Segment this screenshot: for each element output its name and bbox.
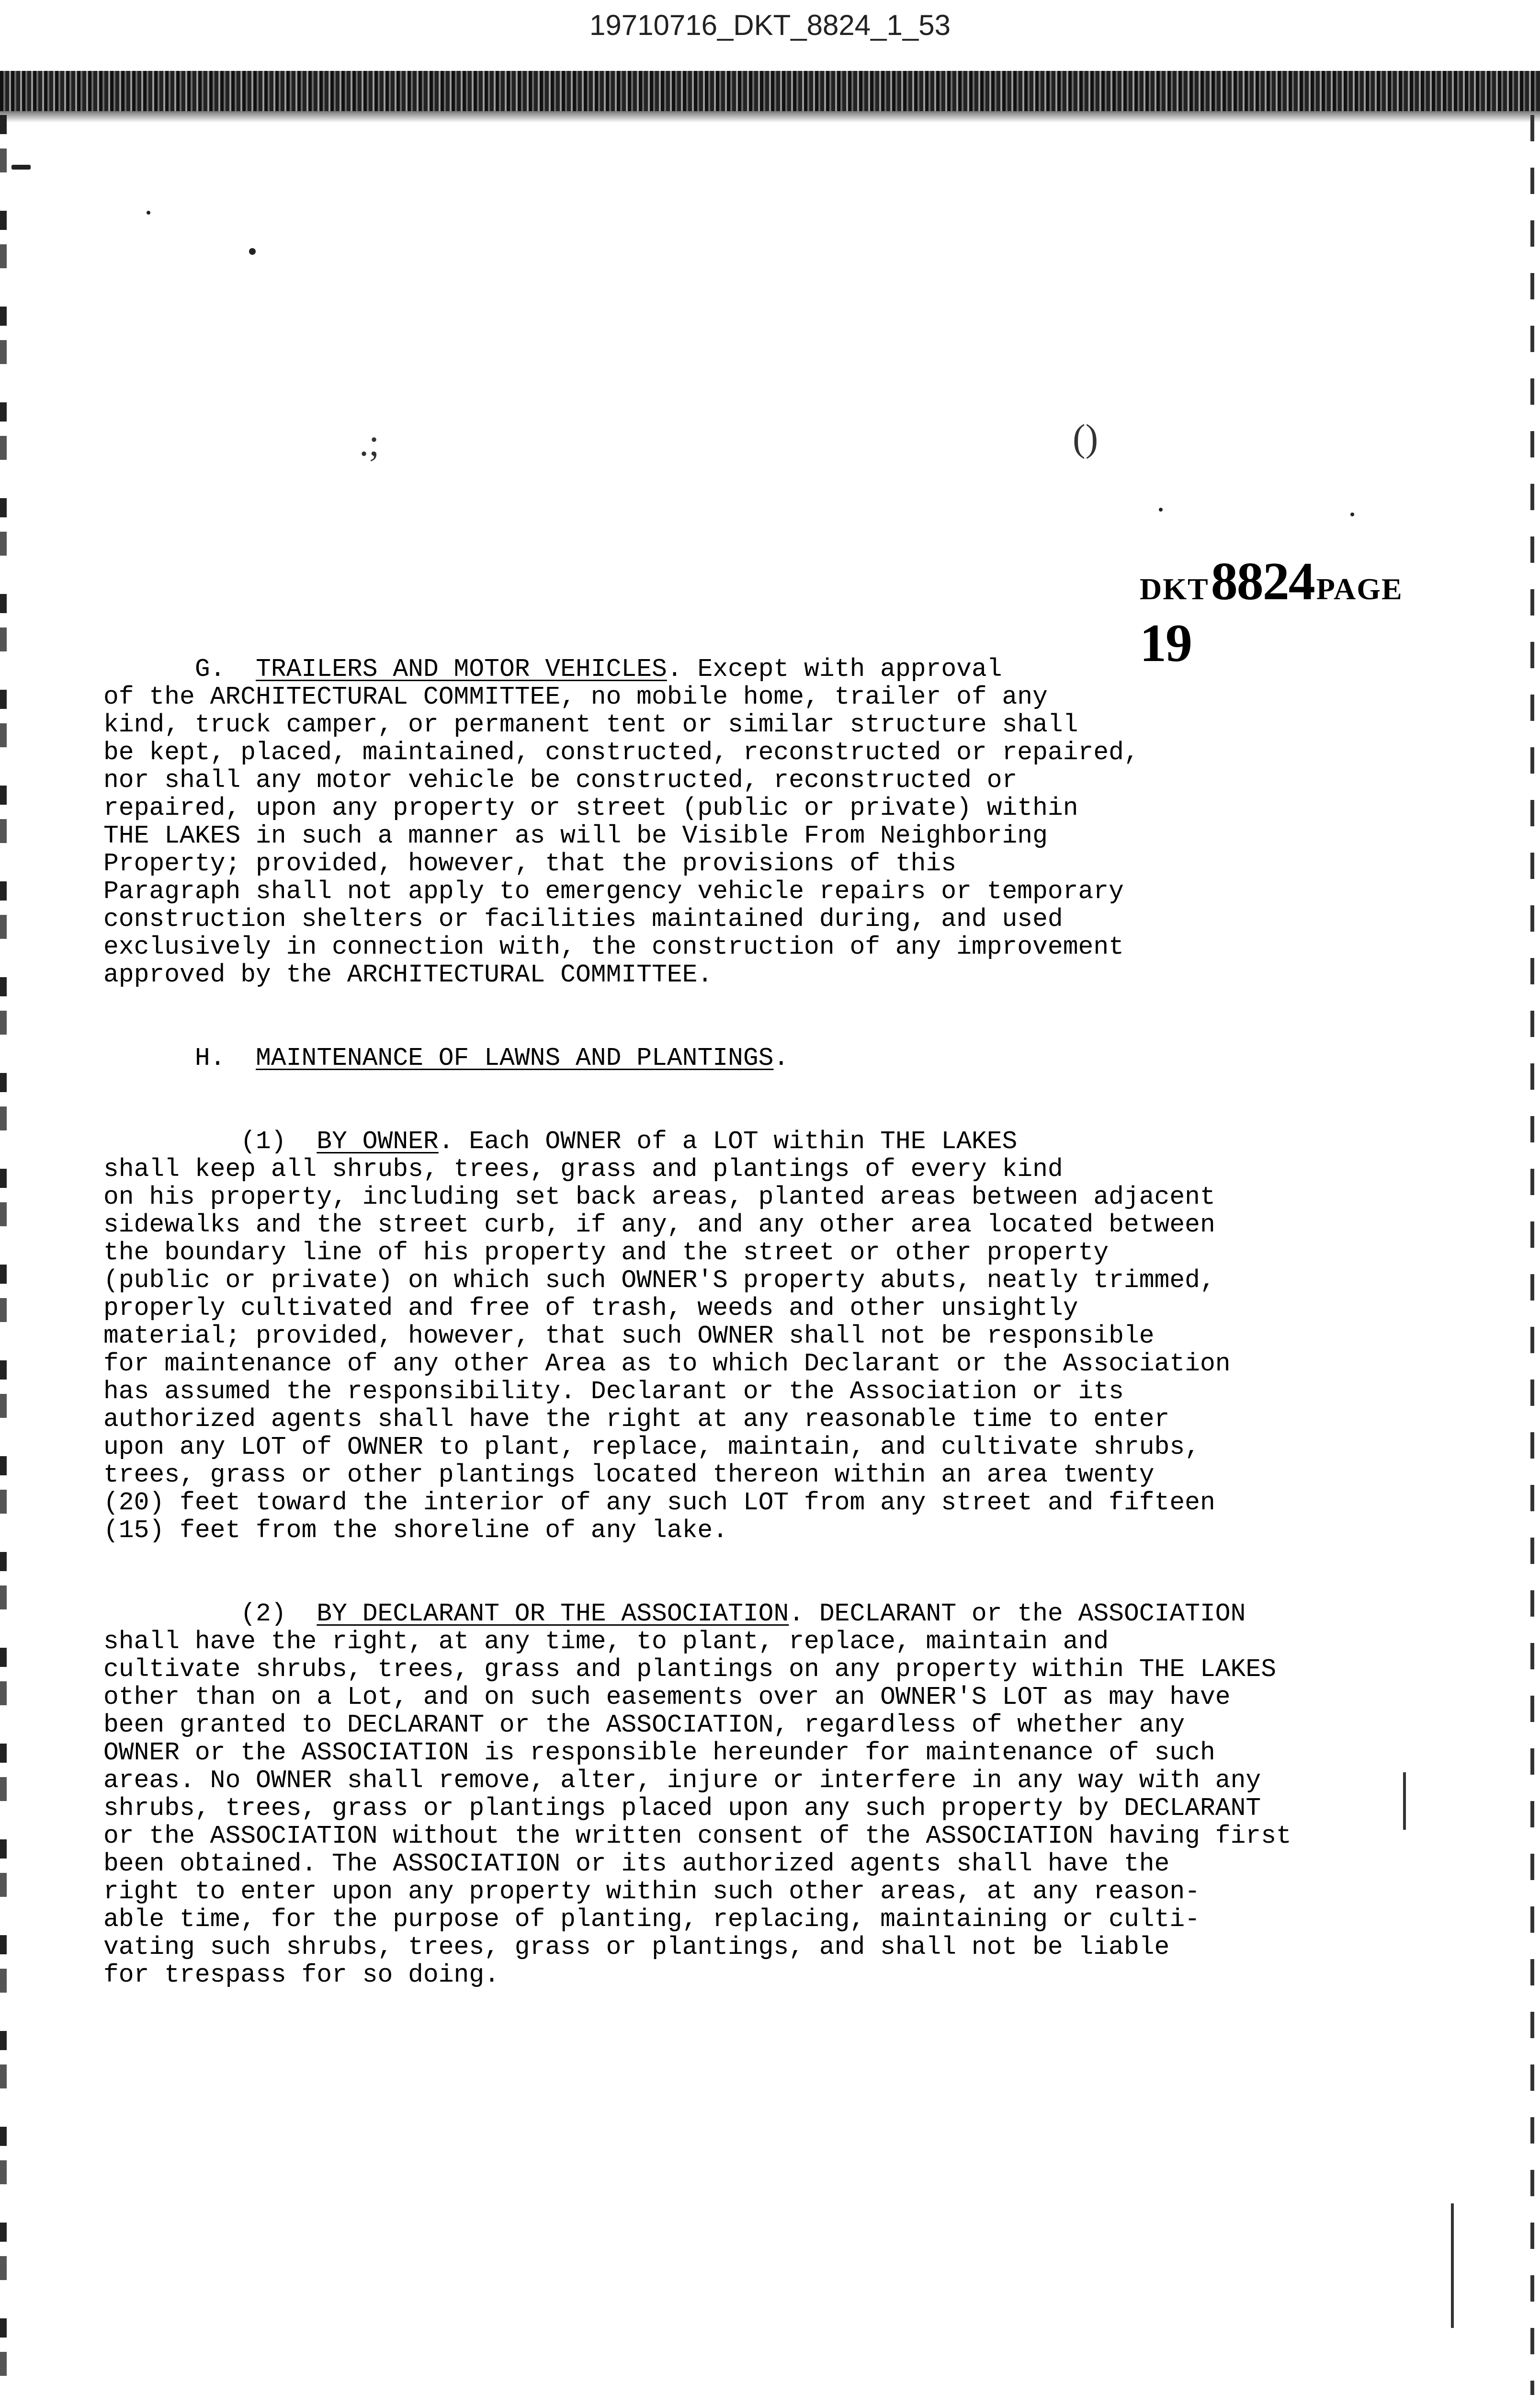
section-g	[103, 655, 1435, 989]
subsection-1-line: has assumed the responsibility. Declarant or the Association or its	[103, 1377, 1124, 1406]
section-g-line: be kept, placed, maintained, constructed, reconstructed or repaired,	[103, 738, 1139, 767]
subsection-1-line: material; provided, however, that such OWNER shall not be responsible	[103, 1322, 1155, 1350]
section-g-line: kind, truck camper, or permanent tent or similar structure shall	[103, 710, 1078, 739]
marginal-mark-left: .;	[359, 422, 380, 464]
scan-border-right	[1530, 115, 1534, 2395]
subsection-2-line: shrubs, trees, grass or plantings placed upon any such property by DECLARANT	[103, 1794, 1261, 1823]
subsection-2-line: able time, for the purpose of planting, replacing, maintaining or culti-	[103, 1905, 1200, 1934]
section-g-line: nor shall any motor vehicle be constructed, reconstructed or	[103, 766, 1018, 795]
subsection-1-line: for maintenance of any other Area as to which Declarant or the Association	[103, 1349, 1231, 1378]
subsection-1-line: properly cultivated and free of trash, weeds and other unsightly	[103, 1294, 1078, 1323]
subsection-2-heading: BY DECLARANT OR THE ASSOCIATION	[317, 1599, 789, 1628]
document-body	[103, 627, 1435, 2044]
section-g-line: THE LAKES in such a manner as will be Visible From Neighboring	[103, 821, 1048, 850]
subsection-2-line: or the ASSOCIATION without the written consent of the ASSOCIATION having first	[103, 1822, 1291, 1850]
subsection-2-line: other than on a Lot, and on such easements over an OWNER'S LOT as may have	[103, 1683, 1231, 1711]
speck	[249, 248, 256, 255]
section-h-letter: H.	[194, 1044, 226, 1072]
subsection-2	[103, 1600, 1435, 1989]
subsection-2-line: areas. No OWNER shall remove, alter, injure or interfere in any way with any	[103, 1766, 1261, 1795]
section-h-period: .	[773, 1044, 789, 1072]
page-label: PAGE	[1316, 572, 1403, 606]
section-h-heading-line	[103, 1044, 1435, 1072]
section-g-line: of the ARCHITECTURAL COMMITTEE, no mobile home, trailer of any	[103, 683, 1048, 711]
subsection-1-line: on his property, including set back areas, planted areas between adjacent	[103, 1183, 1215, 1211]
speck	[147, 211, 150, 215]
section-g-line: approved by the ARCHITECTURAL COMMITTEE.	[103, 960, 713, 989]
page-number-stamp: 19	[1140, 614, 1191, 673]
dkt-label: DKT	[1140, 572, 1209, 606]
side-mark	[1451, 2203, 1454, 2328]
subsection-1-line: (15) feet from the shoreline of any lake.	[103, 1516, 728, 1545]
speck	[1159, 508, 1163, 512]
subsection-2-line: right to enter upon any property within such other areas, at any reason-	[103, 1877, 1200, 1906]
file-header: 19710716_DKT_8824_1_53	[589, 9, 951, 41]
section-g-line: construction shelters or facilities maintained during, and used	[103, 905, 1063, 934]
subsection-1-line: (public or private) on which such OWNER'S property abuts, neatly trimmed,	[103, 1266, 1215, 1295]
section-g-line: Property; provided, however, that the provisions of this	[103, 849, 957, 878]
subsection-2-line: OWNER or the ASSOCIATION is responsible hereunder for maintenance of such	[103, 1738, 1215, 1767]
subsection-2-line: been granted to DECLARANT or the ASSOCIATION, regardless of whether any	[103, 1711, 1185, 1739]
scan-border-left	[0, 115, 7, 2395]
dkt-number: 8824	[1211, 552, 1314, 611]
section-g-line: repaired, upon any property or street (public or private) within	[103, 794, 1078, 822]
subsection-1-heading: BY OWNER	[317, 1127, 439, 1156]
subsection-1-number: (1)	[240, 1127, 286, 1156]
speck	[11, 165, 31, 170]
section-g-letter: G.	[194, 655, 226, 684]
subsection-1	[103, 1128, 1435, 1544]
subsection-2-line: vating such shrubs, trees, grass or plantings, and shall not be liable	[103, 1933, 1170, 1962]
speck	[1350, 513, 1354, 516]
subsection-1-line: the boundary line of his property and the street or other property	[103, 1238, 1109, 1267]
marginal-mark-right: ()	[1073, 417, 1098, 459]
section-g-lead: . Except with approval	[667, 655, 1002, 684]
subsection-1-line: (20) feet toward the interior of any such LOT from any street and fifteen	[103, 1488, 1215, 1517]
subsection-1-line: authorized agents shall have the right at any reasonable time to enter	[103, 1405, 1170, 1434]
subsection-2-line: for trespass for so doing.	[103, 1961, 499, 1989]
section-g-line: exclusively in connection with, the construction of any improvement	[103, 933, 1124, 961]
section-h-heading: MAINTENANCE OF LAWNS AND PLANTINGS	[256, 1044, 774, 1072]
subsection-2-lead: . DECLARANT or the ASSOCIATION	[789, 1599, 1246, 1628]
subsection-2-number: (2)	[240, 1599, 286, 1628]
subsection-1-line: upon any LOT of OWNER to plant, replace, maintain, and cultivate shrubs,	[103, 1433, 1200, 1461]
section-g-heading: TRAILERS AND MOTOR VEHICLES	[256, 655, 667, 684]
scan-border-top-fade	[0, 111, 1540, 123]
subsection-1-line: shall keep all shrubs, trees, grass and plantings of every kind	[103, 1155, 1063, 1184]
subsection-1-line: sidewalks and the street curb, if any, and any other area located between	[103, 1210, 1215, 1239]
subsection-1-line: trees, grass or other plantings located thereon within an area twenty	[103, 1460, 1155, 1489]
subsection-2-line: been obtained. The ASSOCIATION or its authorized agents shall have the	[103, 1849, 1170, 1878]
section-g-line: Paragraph shall not apply to emergency vehicle repairs or temporary	[103, 877, 1124, 906]
scan-border-top	[0, 71, 1540, 115]
subsection-2-line: cultivate shrubs, trees, grass and plantings on any property within THE LAKES	[103, 1655, 1276, 1684]
subsection-2-line: shall have the right, at any time, to plant, replace, maintain and	[103, 1627, 1109, 1656]
subsection-1-lead: . Each OWNER of a LOT within THE LAKES	[438, 1127, 1018, 1156]
